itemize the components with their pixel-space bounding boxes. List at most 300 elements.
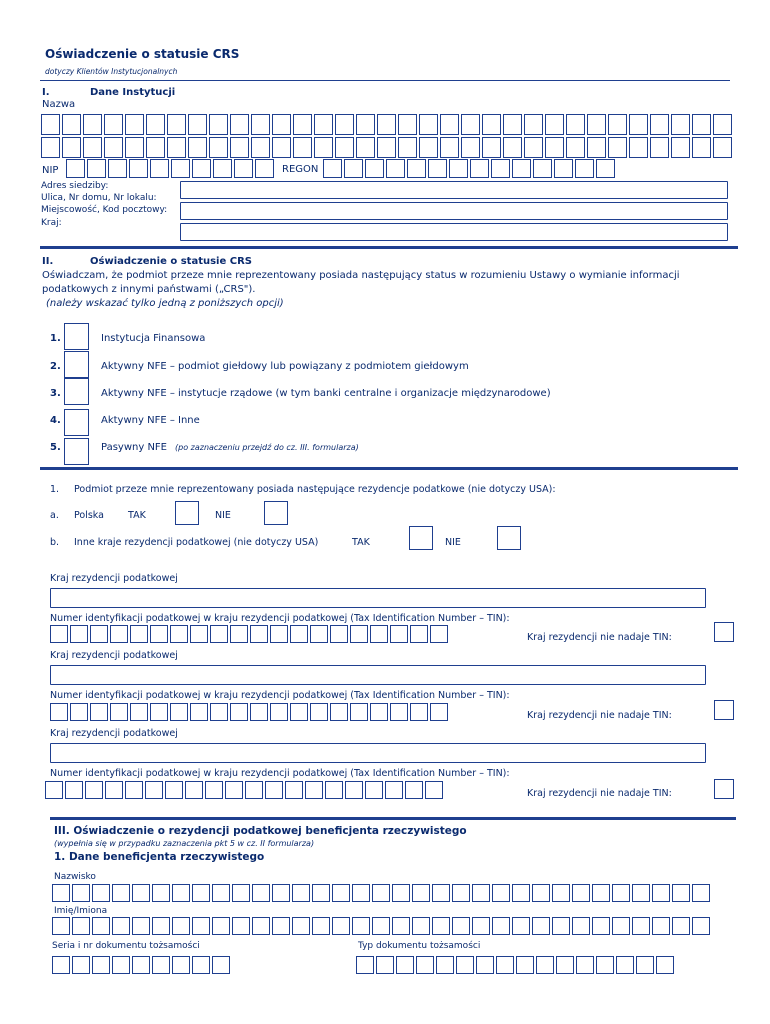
regon-boxes[interactable] — [323, 159, 615, 178]
char-box[interactable] — [396, 956, 414, 974]
char-box[interactable] — [452, 884, 470, 902]
option-1-checkbox[interactable] — [64, 323, 89, 350]
char-box[interactable] — [352, 917, 370, 935]
doc-number-boxes[interactable] — [52, 956, 230, 974]
char-box[interactable] — [440, 114, 459, 135]
char-box[interactable] — [188, 114, 207, 135]
char-box[interactable] — [672, 917, 690, 935]
char-box[interactable] — [587, 137, 606, 158]
char-box[interactable] — [503, 137, 522, 158]
char-box[interactable] — [192, 159, 211, 178]
option-1-number: 1. — [50, 333, 61, 344]
char-box[interactable] — [512, 884, 530, 902]
char-box[interactable] — [125, 114, 144, 135]
char-box[interactable] — [472, 884, 490, 902]
other-no-checkbox[interactable] — [497, 526, 521, 550]
char-box[interactable] — [230, 137, 249, 158]
char-box[interactable] — [412, 917, 430, 935]
char-box[interactable] — [392, 884, 410, 902]
char-box[interactable] — [671, 114, 690, 135]
char-box[interactable] — [90, 703, 108, 721]
option-1-label: Instytucja Finansowa — [101, 333, 206, 344]
char-box[interactable] — [430, 625, 448, 643]
option-3-checkbox[interactable] — [64, 378, 89, 405]
char-box[interactable] — [407, 159, 426, 178]
char-box[interactable] — [390, 703, 408, 721]
country-2-label: Kraj rezydencji podatkowej — [50, 650, 178, 661]
char-box[interactable] — [576, 956, 594, 974]
char-box[interactable] — [352, 884, 370, 902]
char-box[interactable] — [305, 781, 323, 799]
char-box[interactable] — [533, 159, 552, 178]
char-box[interactable] — [255, 159, 274, 178]
tin-1-boxes[interactable] — [50, 625, 448, 643]
char-box[interactable] — [251, 137, 270, 158]
char-box[interactable] — [212, 917, 230, 935]
char-box[interactable] — [66, 159, 85, 178]
char-box[interactable] — [105, 781, 123, 799]
char-box[interactable] — [185, 781, 203, 799]
char-box[interactable] — [350, 703, 368, 721]
option-5-checkbox[interactable] — [64, 438, 89, 465]
char-box[interactable] — [172, 917, 190, 935]
name-boxes-row-1[interactable] — [41, 114, 732, 135]
char-box[interactable] — [512, 159, 531, 178]
surname-boxes[interactable] — [52, 884, 710, 902]
char-box[interactable] — [209, 114, 228, 135]
char-box[interactable] — [234, 159, 253, 178]
char-box[interactable] — [440, 137, 459, 158]
char-box[interactable] — [251, 114, 270, 135]
char-box[interactable] — [210, 625, 228, 643]
char-box[interactable] — [545, 137, 564, 158]
char-box[interactable] — [270, 703, 288, 721]
char-box[interactable] — [572, 884, 590, 902]
char-box[interactable] — [230, 703, 248, 721]
char-box[interactable] — [285, 781, 303, 799]
char-box[interactable] — [470, 159, 489, 178]
char-box[interactable] — [170, 625, 188, 643]
char-box[interactable] — [652, 917, 670, 935]
char-box[interactable] — [672, 884, 690, 902]
char-box[interactable] — [545, 114, 564, 135]
section-divider — [40, 467, 738, 470]
char-box[interactable] — [592, 884, 610, 902]
char-box[interactable] — [512, 917, 530, 935]
char-box[interactable] — [476, 956, 494, 974]
char-box[interactable] — [152, 884, 170, 902]
char-box[interactable] — [325, 781, 343, 799]
char-box[interactable] — [370, 703, 388, 721]
char-box[interactable] — [419, 137, 438, 158]
char-box[interactable] — [145, 781, 163, 799]
char-box[interactable] — [152, 956, 170, 974]
char-box[interactable] — [365, 781, 383, 799]
char-box[interactable] — [209, 137, 228, 158]
char-box[interactable] — [554, 159, 573, 178]
city-field[interactable] — [180, 202, 728, 220]
char-box[interactable] — [436, 956, 454, 974]
no-tin-2-checkbox[interactable] — [714, 700, 734, 720]
country-field[interactable] — [180, 223, 728, 241]
country-1-field[interactable] — [50, 588, 706, 608]
char-box[interactable] — [252, 917, 270, 935]
char-box[interactable] — [612, 917, 630, 935]
char-box[interactable] — [293, 114, 312, 135]
char-box[interactable] — [386, 159, 405, 178]
char-box[interactable] — [608, 137, 627, 158]
char-box[interactable] — [108, 159, 127, 178]
char-box[interactable] — [330, 703, 348, 721]
option-3-number: 3. — [50, 388, 61, 399]
poland-no-label: NIE — [215, 510, 231, 521]
option-2-checkbox[interactable] — [64, 351, 89, 378]
char-box[interactable] — [265, 781, 283, 799]
char-box[interactable] — [230, 625, 248, 643]
char-box[interactable] — [232, 884, 250, 902]
char-box[interactable] — [492, 917, 510, 935]
char-box[interactable] — [330, 625, 348, 643]
char-box[interactable] — [72, 917, 90, 935]
char-box[interactable] — [552, 917, 570, 935]
tin-3-boxes[interactable] — [45, 781, 443, 799]
char-box[interactable] — [612, 884, 630, 902]
char-box[interactable] — [92, 884, 110, 902]
char-box[interactable] — [52, 917, 70, 935]
char-box[interactable] — [290, 625, 308, 643]
char-box[interactable] — [172, 884, 190, 902]
other-no-label: NIE — [445, 537, 461, 548]
char-box[interactable] — [167, 137, 186, 158]
char-box[interactable] — [85, 781, 103, 799]
char-box[interactable] — [335, 137, 354, 158]
char-box[interactable] — [428, 159, 447, 178]
char-box[interactable] — [356, 956, 374, 974]
char-box[interactable] — [491, 159, 510, 178]
char-box[interactable] — [310, 703, 328, 721]
option-b-letter: b. — [50, 537, 60, 548]
char-box[interactable] — [350, 625, 368, 643]
char-box[interactable] — [152, 917, 170, 935]
char-box[interactable] — [292, 884, 310, 902]
char-box[interactable] — [656, 956, 674, 974]
char-box[interactable] — [416, 956, 434, 974]
divider — [40, 80, 730, 81]
char-box[interactable] — [92, 917, 110, 935]
char-box[interactable] — [312, 884, 330, 902]
char-box[interactable] — [405, 781, 423, 799]
char-box[interactable] — [62, 137, 81, 158]
option-4-checkbox[interactable] — [64, 409, 89, 436]
char-box[interactable] — [190, 625, 208, 643]
char-box[interactable] — [632, 917, 650, 935]
char-box[interactable] — [356, 114, 375, 135]
char-box[interactable] — [575, 159, 594, 178]
char-box[interactable] — [692, 884, 710, 902]
city-label: Miejscowość, Kod pocztowy: — [41, 205, 168, 215]
char-box[interactable] — [92, 956, 110, 974]
char-box[interactable] — [472, 917, 490, 935]
char-box[interactable] — [250, 703, 268, 721]
country-3-label: Kraj rezydencji podatkowej — [50, 728, 178, 739]
char-box[interactable] — [50, 703, 68, 721]
char-box[interactable] — [572, 917, 590, 935]
char-box[interactable] — [72, 884, 90, 902]
char-box[interactable] — [449, 159, 468, 178]
char-box[interactable] — [425, 781, 443, 799]
char-box[interactable] — [377, 114, 396, 135]
char-box[interactable] — [125, 137, 144, 158]
char-box[interactable] — [671, 137, 690, 158]
char-box[interactable] — [587, 114, 606, 135]
char-box[interactable] — [310, 625, 328, 643]
char-box[interactable] — [692, 114, 711, 135]
street-field[interactable] — [180, 181, 728, 199]
char-box[interactable] — [52, 884, 70, 902]
char-box[interactable] — [272, 114, 291, 135]
char-box[interactable] — [232, 917, 250, 935]
char-box[interactable] — [432, 917, 450, 935]
section-divider — [50, 817, 736, 820]
char-box[interactable] — [456, 956, 474, 974]
char-box[interactable] — [452, 917, 470, 935]
char-box[interactable] — [172, 956, 190, 974]
char-box[interactable] — [652, 884, 670, 902]
char-box[interactable] — [230, 114, 249, 135]
char-box[interactable] — [50, 625, 68, 643]
option-5-number: 5. — [50, 442, 61, 453]
char-box[interactable] — [312, 917, 330, 935]
char-box[interactable] — [150, 625, 168, 643]
char-box[interactable] — [150, 159, 169, 178]
char-box[interactable] — [41, 137, 60, 158]
char-box[interactable] — [377, 137, 396, 158]
char-box[interactable] — [171, 159, 190, 178]
char-box[interactable] — [692, 917, 710, 935]
char-box[interactable] — [225, 781, 243, 799]
char-box[interactable] — [430, 703, 448, 721]
firstname-boxes[interactable] — [52, 917, 710, 935]
char-box[interactable] — [524, 137, 543, 158]
char-box[interactable] — [213, 159, 232, 178]
char-box[interactable] — [130, 703, 148, 721]
char-box[interactable] — [290, 703, 308, 721]
char-box[interactable] — [314, 137, 333, 158]
char-box[interactable] — [132, 884, 150, 902]
char-box[interactable] — [112, 884, 130, 902]
char-box[interactable] — [130, 625, 148, 643]
char-box[interactable] — [170, 703, 188, 721]
char-box[interactable] — [192, 917, 210, 935]
tin-3-label: Numer identyfikacji podatkowej w kraju rezydencji podatkowej (Tax Identification Number – TIN): — [50, 768, 510, 779]
char-box[interactable] — [552, 884, 570, 902]
address-label: Adres siedziby: — [41, 181, 109, 191]
char-box[interactable] — [372, 884, 390, 902]
char-box[interactable] — [516, 956, 534, 974]
form-title: Oświadczenie o statusie CRS — [45, 47, 240, 61]
option-3-label: Aktywny NFE – instytucje rządowe (w tym banki centralne i organizacje międzynarodowe) — [101, 388, 551, 399]
char-box[interactable] — [636, 956, 654, 974]
char-box[interactable] — [629, 137, 648, 158]
poland-yes-checkbox[interactable] — [175, 501, 199, 525]
char-box[interactable] — [87, 159, 106, 178]
char-box[interactable] — [365, 159, 384, 178]
tin-2-boxes[interactable] — [50, 703, 448, 721]
section-divider — [40, 246, 738, 249]
char-box[interactable] — [370, 625, 388, 643]
char-box[interactable] — [129, 159, 148, 178]
char-box[interactable] — [150, 703, 168, 721]
char-box[interactable] — [125, 781, 143, 799]
char-box[interactable] — [132, 956, 150, 974]
char-box[interactable] — [45, 781, 63, 799]
char-box[interactable] — [292, 917, 310, 935]
char-box[interactable] — [72, 956, 90, 974]
statement-line-1: Oświadczam, że podmiot przeze mnie reprezentowany posiada następujący status w rozumieniu Ustawy o wymianie informacji — [42, 270, 680, 281]
tin-1-label: Numer identyfikacji podatkowej w kraju rezydencji podatkowej (Tax Identification Number – TIN): — [50, 613, 510, 624]
char-box[interactable] — [356, 137, 375, 158]
char-box[interactable] — [245, 781, 263, 799]
char-box[interactable] — [314, 114, 333, 135]
char-box[interactable] — [112, 956, 130, 974]
char-box[interactable] — [503, 114, 522, 135]
char-box[interactable] — [632, 884, 650, 902]
char-box[interactable] — [146, 114, 165, 135]
char-box[interactable] — [385, 781, 403, 799]
char-box[interactable] — [344, 159, 363, 178]
char-box[interactable] — [532, 917, 550, 935]
char-box[interactable] — [412, 884, 430, 902]
char-box[interactable] — [335, 114, 354, 135]
char-box[interactable] — [650, 137, 669, 158]
nip-boxes[interactable] — [66, 159, 274, 178]
char-box[interactable] — [110, 625, 128, 643]
char-box[interactable] — [104, 137, 123, 158]
char-box[interactable] — [83, 114, 102, 135]
char-box[interactable] — [410, 703, 428, 721]
no-tin-1-checkbox[interactable] — [714, 622, 734, 642]
char-box[interactable] — [83, 137, 102, 158]
char-box[interactable] — [212, 956, 230, 974]
char-box[interactable] — [65, 781, 83, 799]
char-box[interactable] — [110, 703, 128, 721]
no-tin-3-checkbox[interactable] — [714, 779, 734, 799]
char-box[interactable] — [496, 956, 514, 974]
char-box[interactable] — [461, 114, 480, 135]
char-box[interactable] — [392, 917, 410, 935]
char-box[interactable] — [192, 956, 210, 974]
char-box[interactable] — [62, 114, 81, 135]
char-box[interactable] — [52, 956, 70, 974]
char-box[interactable] — [482, 114, 501, 135]
char-box[interactable] — [616, 956, 634, 974]
char-box[interactable] — [398, 114, 417, 135]
poland-no-checkbox[interactable] — [264, 501, 288, 525]
char-box[interactable] — [212, 884, 230, 902]
char-box[interactable] — [419, 114, 438, 135]
char-box[interactable] — [482, 137, 501, 158]
char-box[interactable] — [524, 114, 543, 135]
char-box[interactable] — [345, 781, 363, 799]
char-box[interactable] — [390, 625, 408, 643]
char-box[interactable] — [104, 114, 123, 135]
char-box[interactable] — [165, 781, 183, 799]
char-box[interactable] — [410, 625, 428, 643]
char-box[interactable] — [188, 137, 207, 158]
char-box[interactable] — [90, 625, 108, 643]
char-box[interactable] — [272, 137, 291, 158]
country-2-field[interactable] — [50, 665, 706, 685]
char-box[interactable] — [272, 917, 290, 935]
char-box[interactable] — [592, 917, 610, 935]
char-box[interactable] — [250, 625, 268, 643]
char-box[interactable] — [629, 114, 648, 135]
char-box[interactable] — [167, 114, 186, 135]
char-box[interactable] — [596, 956, 614, 974]
char-box[interactable] — [146, 137, 165, 158]
char-box[interactable] — [293, 137, 312, 158]
char-box[interactable] — [713, 114, 732, 135]
char-box[interactable] — [566, 114, 585, 135]
country-label: Kraj: — [41, 218, 62, 228]
char-box[interactable] — [692, 137, 711, 158]
regon-label: REGON — [282, 164, 319, 175]
char-box[interactable] — [556, 956, 574, 974]
char-box[interactable] — [650, 114, 669, 135]
char-box[interactable] — [190, 703, 208, 721]
char-box[interactable] — [252, 884, 270, 902]
name-boxes-row-2[interactable] — [41, 137, 732, 158]
char-box[interactable] — [376, 956, 394, 974]
other-yes-checkbox[interactable] — [409, 526, 433, 550]
question-number: 1. — [50, 484, 60, 495]
char-box[interactable] — [492, 884, 510, 902]
doc-type-label: Typ dokumentu tożsamości — [358, 941, 481, 951]
char-box[interactable] — [713, 137, 732, 158]
country-1-label: Kraj rezydencji podatkowej — [50, 573, 178, 584]
option-5-label: Pasywny NFE — [101, 442, 168, 453]
char-box[interactable] — [461, 137, 480, 158]
char-box[interactable] — [596, 159, 615, 178]
char-box[interactable] — [41, 114, 60, 135]
option-a-letter: a. — [50, 510, 59, 521]
char-box[interactable] — [192, 884, 210, 902]
char-box[interactable] — [398, 137, 417, 158]
char-box[interactable] — [608, 114, 627, 135]
char-box[interactable] — [132, 917, 150, 935]
char-box[interactable] — [332, 917, 350, 935]
char-box[interactable] — [70, 625, 88, 643]
char-box[interactable] — [432, 884, 450, 902]
firstname-label: Imię/Imiona — [54, 906, 108, 916]
char-box[interactable] — [210, 703, 228, 721]
char-box[interactable] — [532, 884, 550, 902]
other-yes-label: TAK — [352, 537, 370, 548]
section-1-number: I. — [42, 87, 50, 98]
char-box[interactable] — [323, 159, 342, 178]
char-box[interactable] — [270, 625, 288, 643]
char-box[interactable] — [536, 956, 554, 974]
char-box[interactable] — [112, 917, 130, 935]
country-3-field[interactable] — [50, 743, 706, 763]
char-box[interactable] — [272, 884, 290, 902]
doc-type-boxes[interactable] — [356, 956, 674, 974]
char-box[interactable] — [566, 137, 585, 158]
char-box[interactable] — [70, 703, 88, 721]
char-box[interactable] — [372, 917, 390, 935]
char-box[interactable] — [332, 884, 350, 902]
char-box[interactable] — [205, 781, 223, 799]
